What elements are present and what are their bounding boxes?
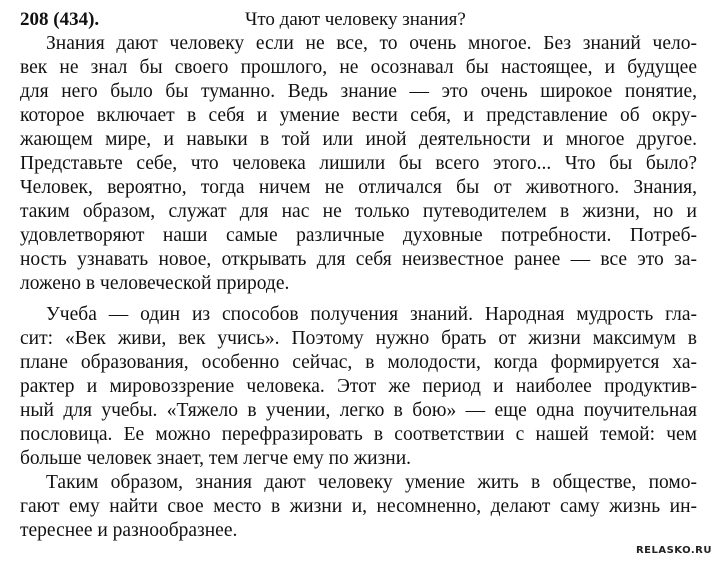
text-line: век не знал бы своего прошлого, не осознавал бы настоящее, и будущее: [20, 57, 697, 78]
exercise-title: Что дают человеку знания?: [245, 9, 466, 30]
text-line: ложено в человеческой природе.: [20, 273, 290, 294]
text-line: Учеба — один из способов получения знаний. Народная мудрость гла-: [46, 304, 697, 325]
text-line: жающем мире, и навыки в той или иной деятельности и многое другое.: [20, 129, 697, 150]
text-line: ность узнавать новое, открывать для себя неизвестное ранее — все это за-: [20, 249, 697, 270]
paragraph-2: [20, 303, 697, 471]
text-line: сит: «Век живи, век учись». Поэтому нужно брать от жизни максимум в: [20, 328, 697, 349]
text-line: удовлетворяют наши самые различные духовные потребности. Потреб-: [20, 225, 697, 246]
text-line: которое включает в себя и умение вести себя, и представление об окру-: [20, 105, 697, 126]
text-line: пословица. Ее можно перефразировать в соответствии с нашей темой: чем: [20, 424, 697, 445]
site-watermark: RELASKO.RU: [635, 545, 712, 556]
text-line: таким образом, служат для нас не только путеводителем в жизни, но и: [20, 201, 697, 222]
paragraph-spacer: [20, 296, 697, 303]
text-line: Таким образом, знания дают человеку умение жить в обществе, помо-: [46, 472, 697, 493]
text-line: плане образования, особенно сейчас, в молодости, когда формируется ха-: [20, 352, 697, 373]
text-line: Знания дают человеку если не все, то очень многое. Без знаний чело-: [46, 33, 697, 54]
text-line: Человек, вероятно, тогда ничем не отличался бы от животного. Знания,: [20, 177, 697, 198]
essay-body: [20, 32, 697, 543]
text-line: для него было бы туманно. Ведь знание — это очень широкое понятие,: [20, 81, 697, 102]
text-line: рактер и мировоззрение человека. Этот же период и наиболее продуктив-: [20, 376, 697, 397]
exercise-header: [20, 8, 710, 32]
exercise-number: 208 (434).: [20, 9, 100, 30]
text-line: больше человек знает, тем легче ему по жизни.: [20, 448, 412, 469]
text-line: гают ему найти свое место в жизни и, несомненно, делают саму жизнь ин-: [20, 496, 697, 517]
paragraph-3: [20, 471, 697, 543]
text-line: тереснее и разнообразнее.: [20, 520, 238, 541]
text-line: Представьте себе, что человека лишили бы всего этого... Что бы было?: [20, 153, 697, 174]
paragraph-1: [20, 32, 697, 296]
text-line: ный для учебы. «Тяжело в учении, легко в бою» — еще одна поучительная: [20, 400, 697, 421]
